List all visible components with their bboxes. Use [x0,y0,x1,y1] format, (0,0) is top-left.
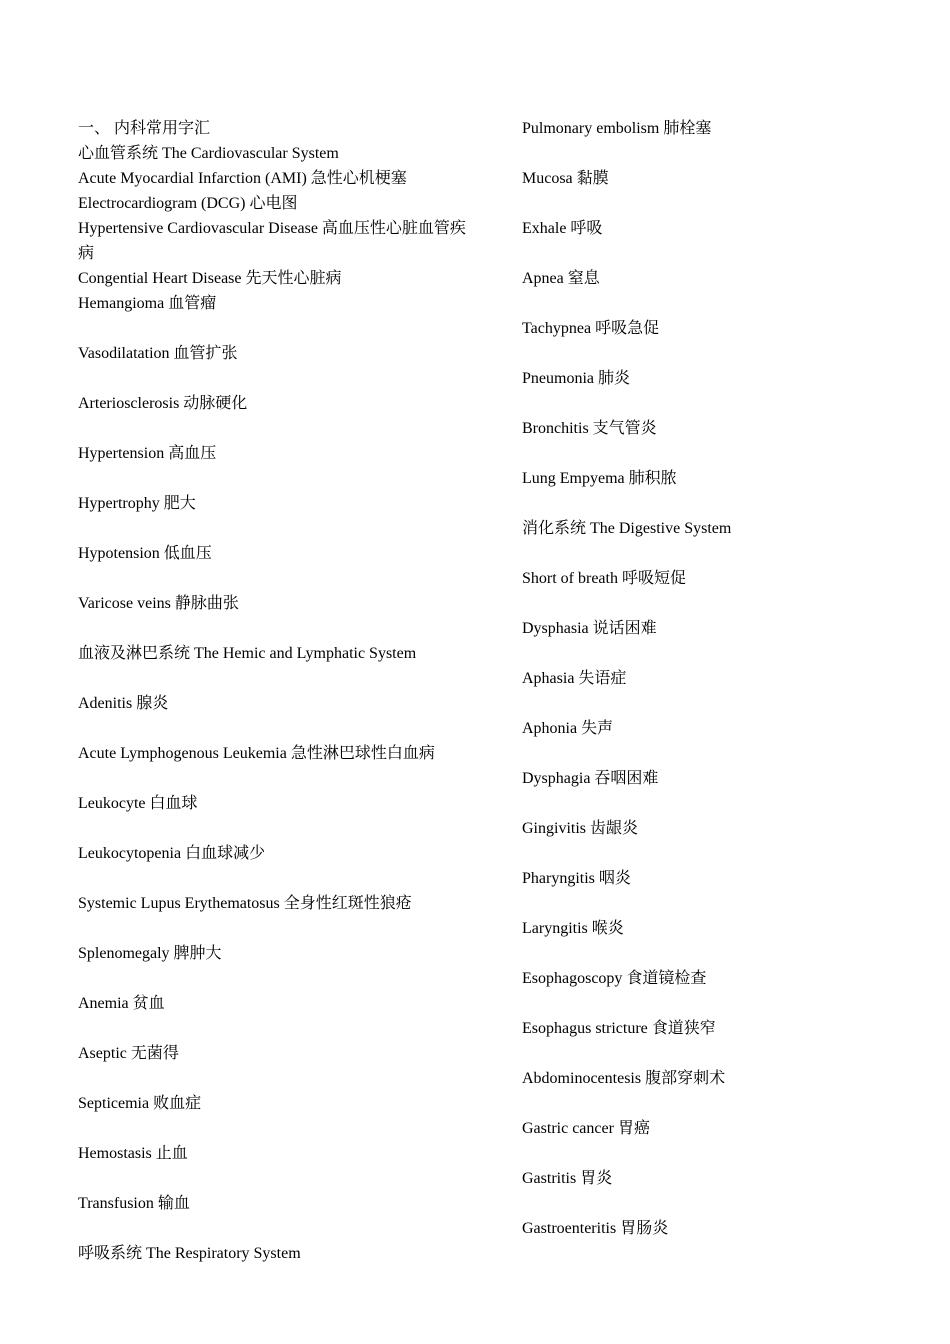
term-entry: Tachypnea 呼吸急促 [522,320,660,337]
term-entry: Septicemia 败血症 [78,1095,202,1112]
term-entry: Arteriosclerosis 动脉硬化 [78,395,248,412]
term-entry: Leukocytopenia 白血球减少 [78,845,266,862]
left-column [78,116,478,1266]
term-entry: Anemia 贫血 [78,995,165,1012]
term-entry: Gastric cancer 胃癌 [522,1120,650,1137]
term-entry: Hypertension 高血压 [78,445,217,462]
section-title-cardiovascular: 心血管系统 The Cardiovascular System [78,145,339,162]
term-entry: Acute Lymphogenous Leukemia 急性淋巴球性白血病 [78,745,435,762]
term-entry: Systemic Lupus Erythematosus 全身性红斑性狼疮 [78,895,412,912]
section-heading: 一、 内科常用字汇 [78,120,211,137]
term-entry: Lung Empyema 肺积脓 [522,470,677,487]
term-entry: Exhale 呼吸 [522,220,603,237]
term-entry: Aseptic 无菌得 [78,1045,179,1062]
term-entry: Acute Myocardial Infarction (AMI) 急性心机梗塞 [78,170,407,187]
term-entry: Abdominocentesis 腹部穿刺术 [522,1070,726,1087]
term-entry: Hypotension 低血压 [78,545,212,562]
term-entry: Leukocyte 白血球 [78,795,198,812]
term-entry: Hypertensive Cardiovascular Disease 高血压性心脏血管疾病 [78,220,466,262]
term-entry: Electrocardiogram (DCG) 心电图 [78,195,298,212]
term-entry: Pulmonary embolism 肺栓塞 [522,120,712,137]
section-title-digestive: 消化系统 The Digestive System [522,520,732,537]
section-title-hemic-lymphatic: 血液及淋巴系统 The Hemic and Lymphatic System [78,645,417,662]
term-entry: Dysphasia 说话困难 [522,620,657,637]
section-title-respiratory: 呼吸系统 The Respiratory System [78,1245,301,1262]
term-entry: Gastroenteritis 胃肠炎 [522,1220,669,1237]
term-entry: Hypertrophy 肥大 [78,495,196,512]
term-entry: Mucosa 黏膜 [522,170,609,187]
term-entry: Congential Heart Disease 先天性心脏病 [78,270,342,287]
term-entry: Bronchitis 支气管炎 [522,420,657,437]
term-entry: Laryngitis 喉炎 [522,920,624,937]
term-entry: Aphonia 失声 [522,720,614,737]
term-entry: Dysphagia 吞咽困难 [522,770,659,787]
term-entry: Varicose veins 静脉曲张 [78,595,239,612]
term-entry: Pneumonia 肺炎 [522,370,630,387]
term-entry: Vasodilatation 血管扩张 [78,345,238,362]
term-entry: Hemangioma 血管瘤 [78,295,217,312]
term-entry: Gastritis 胃炎 [522,1170,613,1187]
term-entry: Aphasia 失语症 [522,670,627,687]
term-entry: Transfusion 输血 [78,1195,190,1212]
term-entry: Esophagoscopy 食道镜检查 [522,970,707,987]
term-entry: Adenitis 腺炎 [78,695,169,712]
term-entry: Esophagus stricture 食道狭窄 [522,1020,716,1037]
term-entry: Gingivitis 齿龈炎 [522,820,639,837]
term-entry: Short of breath 呼吸短促 [522,570,686,587]
term-entry: Apnea 窒息 [522,270,600,287]
term-entry: Hemostasis 止血 [78,1145,188,1162]
right-column [522,116,902,1241]
term-entry: Splenomegaly 脾肿大 [78,945,222,962]
term-entry: Pharyngitis 咽炎 [522,870,631,887]
